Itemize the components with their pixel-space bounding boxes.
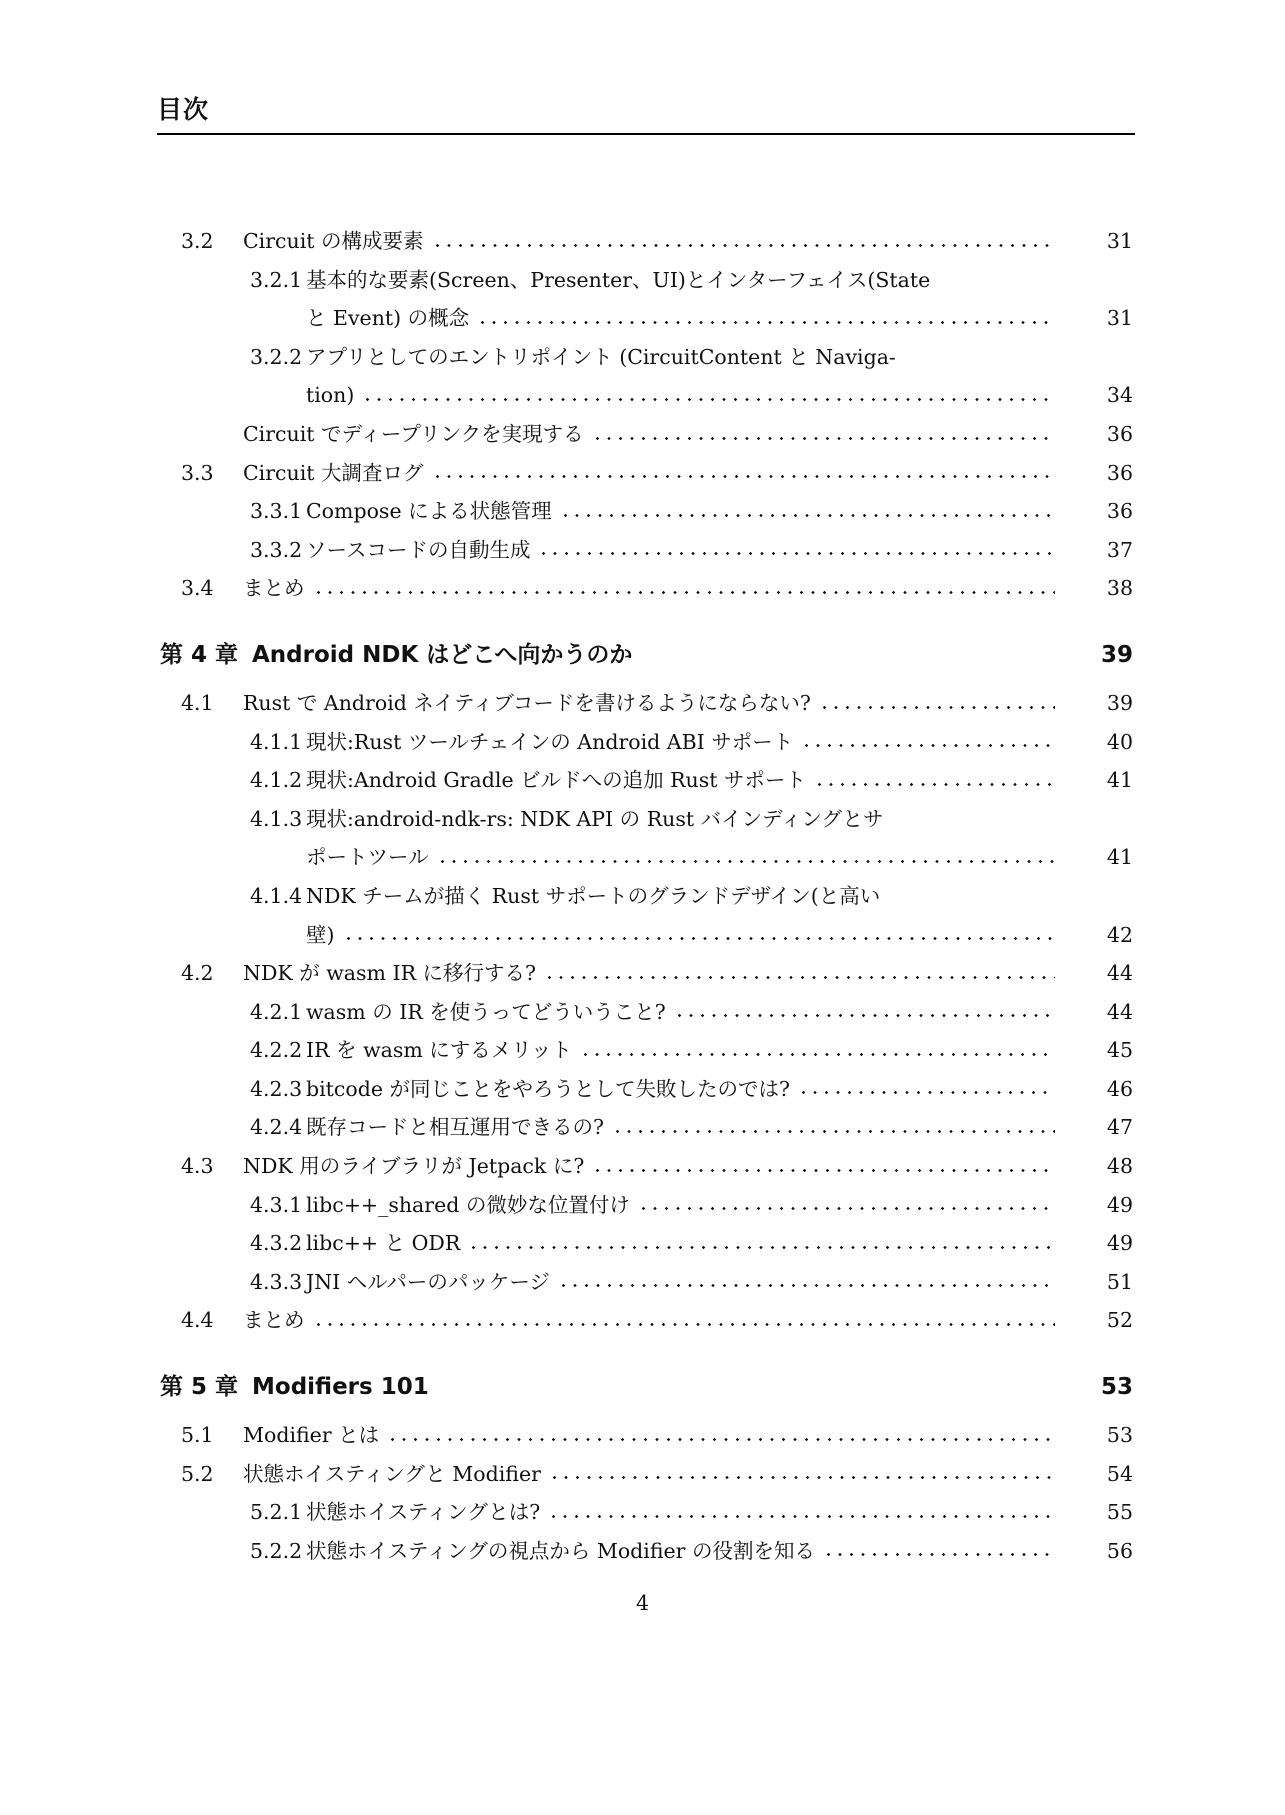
- entry-title: Compose による状態管理: [306, 499, 552, 524]
- entry-number: 4.1.3: [250, 806, 303, 831]
- entry-title: 状態ホイスティングとは?: [306, 1500, 541, 1525]
- entry-number: 4.3.3: [250, 1269, 303, 1294]
- toc-entry-row[interactable]: [157, 415, 1133, 454]
- entry-number: 第 5 章: [160, 1374, 239, 1401]
- entry-title: ポートツール: [306, 845, 429, 870]
- dot-leader: [560, 1263, 1055, 1302]
- entry-title: まとめ: [243, 1308, 305, 1333]
- entry-title: Modifiers 101: [252, 1374, 429, 1401]
- entry-title: と Event) の概念: [306, 306, 470, 331]
- entry-page: 53: [1100, 1374, 1133, 1401]
- toc-entry-row[interactable]: [157, 684, 1133, 723]
- entry-page: 44: [1106, 999, 1133, 1024]
- dot-leader: [551, 1455, 1055, 1494]
- entry-number: 3.3.1: [250, 499, 303, 524]
- entry-page: 31: [1106, 229, 1133, 253]
- entry-page: 46: [1106, 1076, 1133, 1101]
- toc-entry-row[interactable]: [157, 1147, 1133, 1186]
- toc-entry-row[interactable]: [157, 1070, 1133, 1109]
- dot-leader: [315, 1301, 1056, 1340]
- entry-number: 4.3.2: [250, 1231, 303, 1256]
- folio-page-number: 4: [635, 1591, 650, 1615]
- entry-page: 41: [1106, 845, 1133, 870]
- entry-title: 現状:android-ndk-rs: NDK API の Rust バインディングとサ: [306, 806, 884, 831]
- toc-list: [157, 222, 1133, 1570]
- entry-title: Rust で Android ネイティブコードを書けるようにならない?: [243, 690, 811, 715]
- entry-page: 49: [1106, 1192, 1133, 1217]
- toc-entry-row[interactable]: [157, 1301, 1133, 1340]
- entry-title: まとめ: [243, 576, 305, 601]
- dot-leader: [364, 376, 1055, 415]
- entry-title: 基本的な要素(Screen、Presenter、UI)とインターフェイス(State: [306, 267, 931, 292]
- toc-entry-row[interactable]: [157, 1031, 1133, 1070]
- entry-title: Circuit でディープリンクを実現する: [243, 421, 584, 446]
- entry-title: Circuit 大調査ログ: [243, 460, 424, 485]
- entry-number: 4.3: [181, 1154, 214, 1179]
- dot-leader: [800, 1070, 1055, 1109]
- dot-leader: [562, 492, 1055, 531]
- toc-entry-row[interactable]: [157, 222, 1133, 261]
- dot-leader: [434, 454, 1055, 493]
- entry-page: 36: [1106, 460, 1133, 485]
- dot-leader: [550, 1493, 1055, 1532]
- toc-entry-row[interactable]: [157, 1493, 1133, 1532]
- entry-title: Modifier とは: [243, 1423, 380, 1448]
- toc-entry-row[interactable]: [157, 723, 1133, 762]
- entry-title: libc++ と ODR: [306, 1231, 461, 1256]
- entry-page: 56: [1106, 1538, 1133, 1563]
- toc-entry-row[interactable]: [157, 1108, 1133, 1147]
- entry-number: 4.2.2: [250, 1038, 303, 1063]
- toc-entry-row[interactable]: [157, 299, 1133, 338]
- toc-entry-row[interactable]: [157, 838, 1133, 877]
- entry-title: NDK が wasm IR に移行する?: [243, 961, 537, 986]
- dot-leader: [594, 1147, 1055, 1186]
- entry-number: 4.4: [181, 1308, 214, 1333]
- entry-title: Android NDK はどこへ向かうのか: [252, 641, 633, 668]
- toc-entry-row[interactable]: [157, 993, 1133, 1032]
- entry-title: 壁): [306, 922, 335, 947]
- entry-page: 51: [1106, 1269, 1133, 1294]
- entry-title: ソースコードの自動生成: [306, 537, 531, 562]
- toc-entry-row[interactable]: [157, 800, 1133, 839]
- toc-entry-row[interactable]: [157, 916, 1133, 955]
- entry-number: 4.1: [181, 690, 214, 715]
- dot-leader: [816, 761, 1055, 800]
- entry-number: 4.1.1: [250, 729, 303, 754]
- dot-leader: [439, 838, 1055, 877]
- entry-title: 現状:Rust ツールチェインの Android ABI サポート: [306, 729, 794, 754]
- entry-number: 3.4: [181, 576, 214, 601]
- entry-page: 52: [1106, 1308, 1133, 1333]
- entry-number: 3.2.1: [250, 267, 303, 292]
- entry-number: 第 4 章: [160, 641, 239, 668]
- entry-number: 4.2.1: [250, 999, 303, 1024]
- entry-title: JNI ヘルパーのパッケージ: [306, 1269, 550, 1294]
- dot-leader: [540, 531, 1055, 570]
- entry-number: 5.1: [181, 1423, 214, 1448]
- entry-page: 36: [1106, 421, 1133, 446]
- toc-chapter-row[interactable]: [157, 633, 1133, 677]
- toc-entry-row[interactable]: [157, 877, 1133, 916]
- dot-leader: [315, 569, 1056, 608]
- toc-entry-row[interactable]: [157, 1532, 1133, 1571]
- entry-page: 55: [1106, 1500, 1133, 1525]
- entry-page: 44: [1106, 961, 1133, 986]
- entry-title: NDK 用のライブラリが Jetpack に?: [243, 1154, 585, 1179]
- entry-page: 41: [1106, 768, 1133, 793]
- page-header: [157, 90, 1135, 135]
- entry-number: 4.1.4: [250, 883, 303, 908]
- entry-number: 3.3: [181, 460, 214, 485]
- toc-entry-row[interactable]: [157, 376, 1133, 415]
- dot-leader: [825, 1532, 1055, 1571]
- entry-page: 49: [1106, 1231, 1133, 1256]
- toc-entry-row[interactable]: [157, 569, 1133, 608]
- dot-leader: [676, 993, 1055, 1032]
- entry-title: 既存コードと相互運用できるの?: [306, 1115, 604, 1140]
- dot-leader: [434, 222, 1055, 261]
- entry-title: 状態ホイスティングと Modifier: [243, 1461, 541, 1486]
- entry-title: IR を wasm にするメリット: [306, 1038, 572, 1063]
- toc-entry-row[interactable]: [157, 531, 1133, 570]
- entry-page: 42: [1106, 922, 1133, 947]
- entry-title: tion): [306, 383, 355, 408]
- entry-page: 34: [1106, 383, 1133, 408]
- dot-leader: [640, 1186, 1055, 1225]
- dot-leader: [470, 1224, 1055, 1263]
- entry-number: 5.2: [181, 1461, 214, 1486]
- toc-entry-row[interactable]: [157, 1263, 1133, 1302]
- toc-chapter-row[interactable]: [157, 1365, 1133, 1409]
- toc-entry-row[interactable]: [157, 1416, 1133, 1455]
- dot-leader: [389, 1416, 1055, 1455]
- entry-page: 36: [1106, 499, 1133, 524]
- entry-number: 4.1.2: [250, 768, 303, 793]
- entry-number: 3.2: [181, 229, 214, 253]
- toc-entry-row[interactable]: [157, 1224, 1133, 1263]
- entry-number: 4.3.1: [250, 1192, 303, 1217]
- entry-number: 3.3.2: [250, 537, 303, 562]
- dot-leader: [803, 723, 1055, 762]
- toc-entry-row[interactable]: [157, 454, 1133, 493]
- entry-number: 3.2.2: [250, 344, 303, 369]
- entry-title: Circuit の構成要素: [243, 229, 424, 253]
- entry-title: bitcode が同じことをやろうとして失敗したのでは?: [306, 1076, 791, 1101]
- entry-page: 39: [1100, 641, 1133, 668]
- entry-title: アプリとしてのエントリポイント (CircuitContent と Naviga-: [306, 344, 896, 369]
- dot-leader: [479, 299, 1055, 338]
- entry-title: NDK チームが描く Rust サポートのグランドデザイン(と高い: [306, 883, 881, 908]
- dot-leader: [821, 684, 1055, 723]
- dot-leader: [546, 954, 1055, 993]
- entry-page: 38: [1106, 576, 1133, 601]
- dot-leader: [614, 1108, 1055, 1147]
- entry-page: 54: [1106, 1461, 1133, 1486]
- entry-title: 現状:Android Gradle ビルドへの追加 Rust サポート: [306, 768, 807, 793]
- entry-title: libc++_shared の微妙な位置付け: [306, 1192, 630, 1217]
- dot-leader: [582, 1031, 1055, 1070]
- entry-page: 48: [1106, 1154, 1133, 1179]
- entry-page: 39: [1106, 690, 1133, 715]
- dot-leader: [345, 916, 1056, 955]
- toc-entry-row[interactable]: [157, 492, 1133, 531]
- entry-number: 5.2.1: [250, 1500, 303, 1525]
- entry-page: 37: [1106, 537, 1133, 562]
- entry-page: 45: [1106, 1038, 1133, 1063]
- entry-title: wasm の IR を使うってどういうこと?: [306, 999, 666, 1024]
- page-footer: [0, 1591, 1285, 1615]
- toc-entry-row[interactable]: [157, 1455, 1133, 1494]
- toc-entry-row[interactable]: [157, 1186, 1133, 1225]
- toc-entry-row[interactable]: [157, 338, 1133, 377]
- entry-title: 状態ホイスティングの視点から Modifier の役割を知る: [306, 1538, 815, 1563]
- entry-number: 4.2.3: [250, 1076, 303, 1101]
- toc-entry-row[interactable]: [157, 261, 1133, 300]
- entry-page: 40: [1106, 729, 1133, 754]
- toc-entry-row[interactable]: [157, 954, 1133, 993]
- entry-page: 31: [1106, 306, 1133, 331]
- page-title: 目次: [157, 95, 210, 124]
- entry-number: 4.2.4: [250, 1115, 303, 1140]
- toc-entry-row[interactable]: [157, 761, 1133, 800]
- entry-page: 47: [1106, 1115, 1133, 1140]
- entry-number: 5.2.2: [250, 1538, 303, 1563]
- entry-number: 4.2: [181, 961, 214, 986]
- dot-leader: [594, 415, 1055, 454]
- entry-page: 53: [1106, 1423, 1133, 1448]
